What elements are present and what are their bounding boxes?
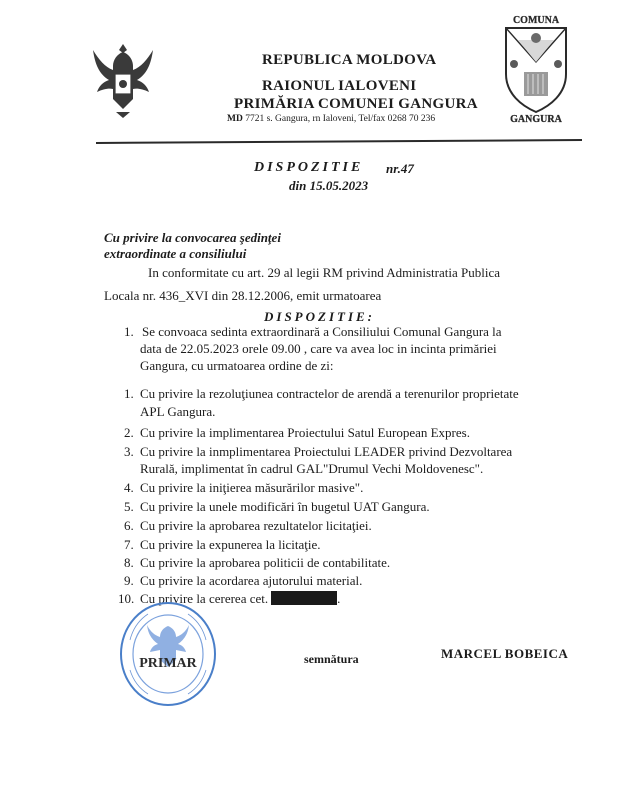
agenda-item: 7. Cu privire la expunerea la licitaţie. xyxy=(124,537,321,552)
document-date: din 15.05.2023 xyxy=(289,178,369,193)
preamble-line-1: In conformitate cu art. 29 al legii RM privind Administratia Publica xyxy=(148,265,501,280)
gangura-emblem-icon xyxy=(500,12,572,124)
signature-label: semnătura xyxy=(304,652,359,666)
official-stamp-icon xyxy=(118,600,218,708)
header-address xyxy=(227,114,435,124)
header-country: REPUBLICA MOLDOVA xyxy=(262,52,437,68)
header-divider xyxy=(96,139,582,144)
agenda-item: 4. Cu privire la iniţierea măsurărilor masive". xyxy=(124,480,364,495)
mayor-name: MARCEL BOBEICA xyxy=(441,646,569,661)
document-number: nr.47 xyxy=(386,161,414,176)
point-1-line-1 xyxy=(124,324,502,340)
redacted-name-block xyxy=(271,591,337,605)
agenda-item: 10. Cu privire la cererea cet. . xyxy=(118,591,341,606)
stamp-label: PRIMAR xyxy=(139,656,197,671)
moldova-coat-of-arms-icon xyxy=(88,40,158,120)
point-1-number: 1. xyxy=(124,324,134,339)
agenda-item: 6. Cu privire la aprobarea rezultatelor licitaţiei. xyxy=(124,518,372,533)
emblem-bottom-text: GANGURA xyxy=(510,114,562,124)
dispozitie-heading: DISPOZITIE: xyxy=(264,309,376,324)
agenda-item: 5. Cu privire la unele modificări în bugetul UAT Gangura. xyxy=(124,499,430,514)
address-md: MD xyxy=(227,114,243,124)
agenda-item-continuation: APL Gangura. xyxy=(140,404,216,419)
point-1-line-2: data de 22.05.2023 orele 09.00 , care va avea loc in incinta primăriei xyxy=(140,341,497,356)
point-1-line-3: Gangura, cu urmatoarea ordine de zi: xyxy=(140,358,334,373)
agenda-item: 8. Cu privire la aprobarea politicii de contabilitate. xyxy=(124,555,391,570)
preamble-line-2: Locala nr. 436_XVI din 28.12.2006, emit urmatoarea xyxy=(104,288,382,303)
agenda-item-continuation: Rurală, implimentat în cadrul GAL"Drumul Vechi Moldovenesc". xyxy=(140,461,484,476)
agenda-item: 1. Cu privire la rezoluţiunea contractelor de arendă a terenurilor proprietate xyxy=(124,386,519,401)
header-raion: RAIONUL IALOVENI xyxy=(262,78,417,94)
subject-line-2: extraordinate a consiliului xyxy=(104,246,247,261)
point-1-text-1: Se convoaca sedinta extraordinară a Consiliului Comunal Gangura la xyxy=(142,324,502,339)
agenda-item: 2. Cu privire la implimentarea Proiectului Satul European Expres. xyxy=(124,425,470,440)
address-rest: 7721 s. Gangura, rn Ialoveni, Tel/fax 0268 70 236 xyxy=(245,114,436,124)
document-title: DISPOZITIE xyxy=(254,160,364,175)
agenda-item: 3. Cu privire la inmplimentarea Proiectului LEADER privind Dezvoltarea xyxy=(124,444,513,459)
header-primaria: PRIMĂRIA COMUNEI GANGURA xyxy=(234,96,478,112)
subject-line-1: Cu privire la convocarea şedinţei xyxy=(104,230,281,245)
emblem-top-text: COMUNA xyxy=(512,15,560,26)
agenda-item: 9. Cu privire la acordarea ajutorului material. xyxy=(124,573,363,588)
